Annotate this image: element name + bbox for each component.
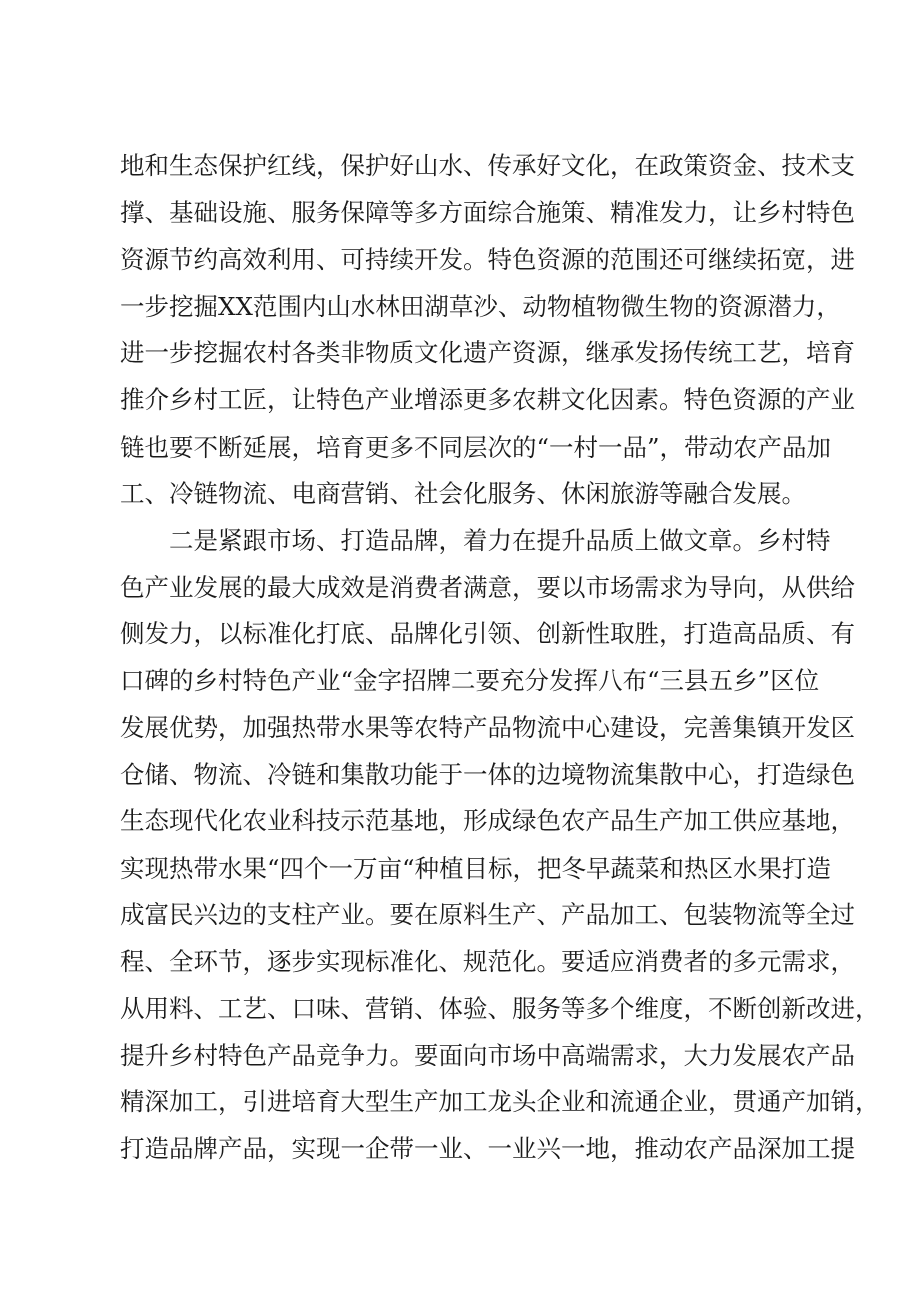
text-line: 链也要不断延展，培育更多不同层次的“一村一品”，带动农产品加 (120, 433, 832, 462)
text-line: 工、冷链物流、电商营销、社会化服务、休闲旅游等融合发展。 (120, 479, 806, 508)
text-line: 提升乡村特色产品竞争力。要面向市场中高端需求，大力发展农产品 (120, 1041, 855, 1070)
text-line: 色产业发展的最大成效是消费者满意，要以市场需求为导向，从供给 (120, 573, 855, 602)
text-line: 程、全环节，逐步实现标准化、规范化。要适应消费者的多元需求， (120, 947, 855, 976)
text-line: 口碑的乡村特色产业“金字招牌二要充分发挥八布“三县五乡”区位 (120, 666, 820, 695)
text-line: 发展优势，加强热带水果等农特产品物流中心建设，完善集镇开发区 (120, 713, 855, 742)
text-line: 推介乡村工匠，让特色产业增添更多农耕文化因素。特色资源的产业 (120, 385, 855, 414)
text-line: 资源节约高效利用、可持续开发。特色资源的范围还可继续拓宽，进 (120, 245, 855, 274)
text-line: 仓储、物流、冷链和集散功能于一体的边境物流集散中心，打造绿色 (120, 760, 855, 789)
text-line: 成富民兴边的支柱产业。要在原料生产、产品加工、包装物流等全过 (120, 900, 855, 929)
text-line: 侧发力，以标准化打底、品牌化引领、创新性取胜，打造高品质、有 (120, 619, 855, 648)
text-line: 一步挖掘XX范围内山水林田湖草沙、动物植物微生物的资源潜力， (120, 292, 841, 321)
text-line: 进一步挖掘农村各类非物质文化遗产资源，继承发扬传统工艺，培育 (120, 338, 855, 367)
text-line: 实现热带水果“四个一万亩“种植目标，把冬早蔬菜和热区水果打造 (120, 854, 832, 883)
text-line: 撑、基础设施、服务保障等多方面综合施策、精准发力，让乡村特色 (120, 198, 855, 227)
text-line: 从用料、工艺、口味、营销、体验、服务等多个维度，不断创新改进， (120, 994, 880, 1023)
text-line: 二是紧跟市场、打造品牌，着力在提升品质上做文章。乡村特 (120, 526, 831, 555)
text-line: 生态现代化农业科技示范基地，形成绿色农产品生产加工供应基地， (120, 806, 855, 835)
text-line: 打造品牌产品，实现一企带一业、一业兴一地，推动农产品深加工提 (120, 1134, 855, 1163)
text-line: 精深加工，引进培育大型生产加工龙头企业和流通企业，贯通产加销， (120, 1087, 880, 1116)
text-line: 地和生态保护红线，保护好山水、传承好文化，在政策资金、技术支 (120, 151, 855, 180)
